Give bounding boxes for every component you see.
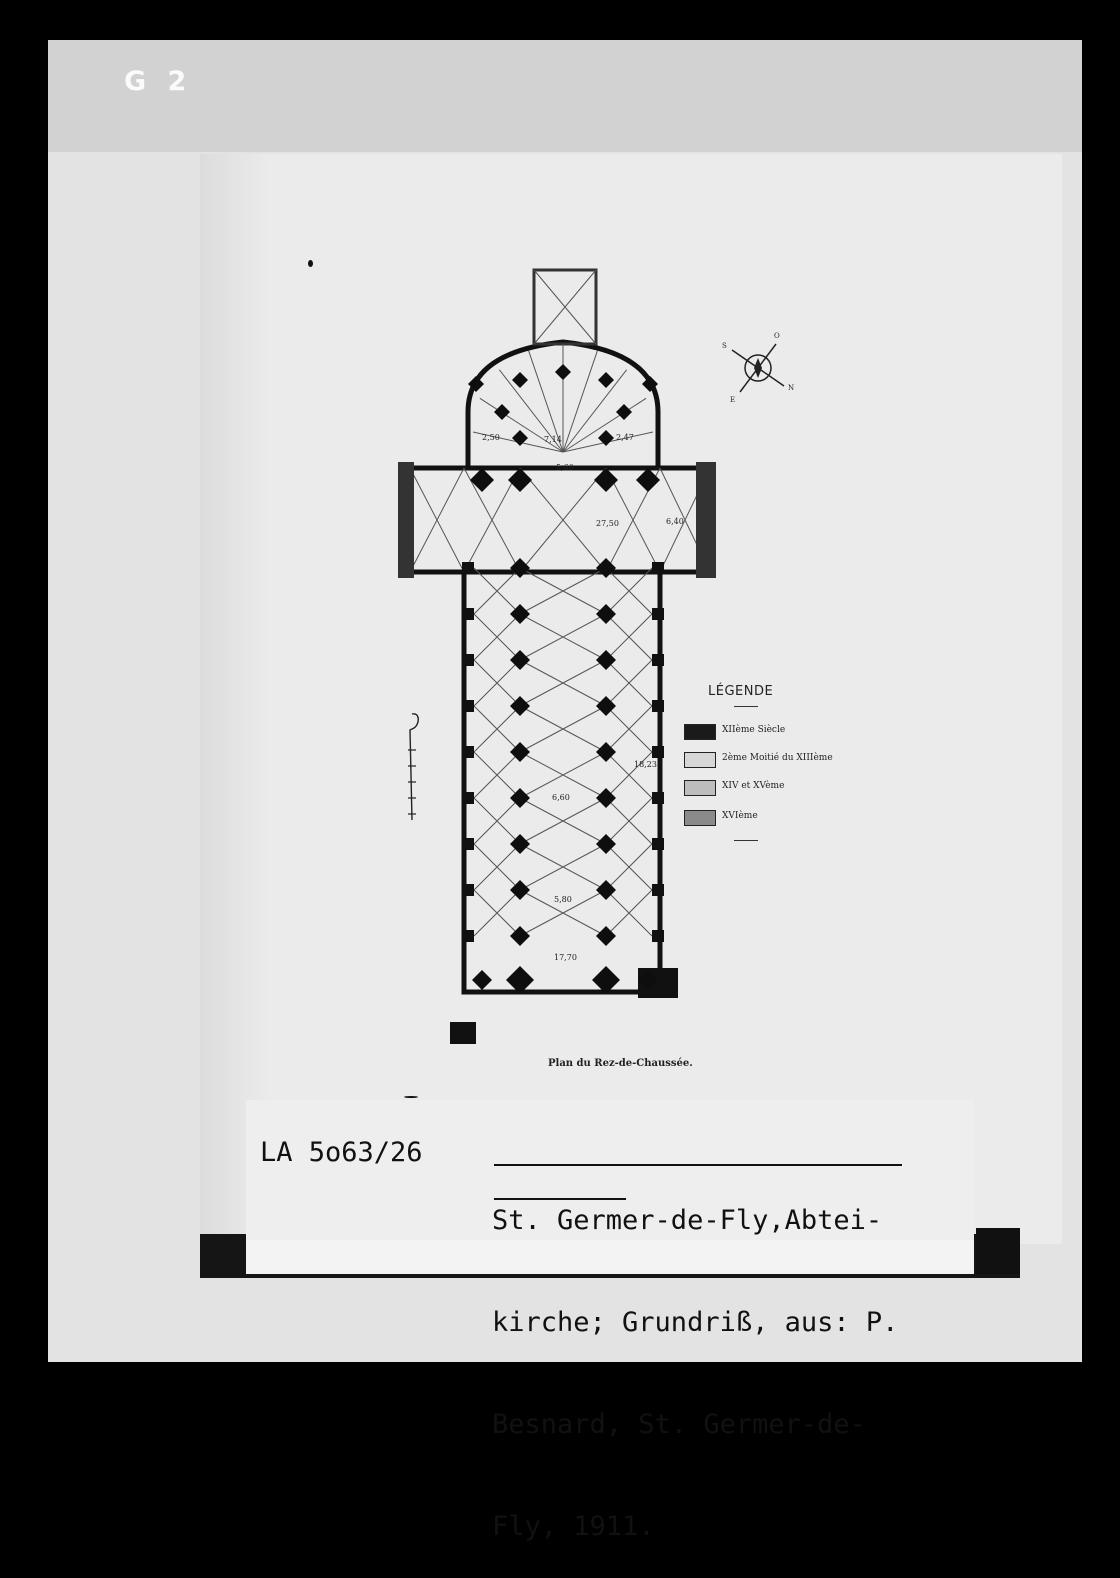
- corner-fragment: [450, 1022, 476, 1044]
- compass-label-o: O: [774, 332, 780, 340]
- pier: [470, 468, 494, 492]
- vault-rib: [606, 706, 652, 752]
- chapel-rib: [534, 270, 596, 344]
- wall-buttress: [652, 930, 664, 942]
- legend-swatch: [684, 780, 716, 796]
- legend-label: XVIème: [722, 811, 758, 821]
- legend-rule-top: [734, 706, 758, 707]
- dimension-label: 17,70: [554, 953, 577, 962]
- wall-buttress: [652, 792, 664, 804]
- vault-rib: [474, 660, 520, 706]
- legend-row: [684, 752, 844, 768]
- archive-reference: LA 5o63/26: [260, 1137, 423, 1168]
- wall-buttress: [462, 700, 474, 712]
- vault-rib: [474, 614, 520, 660]
- dimension-label: 6,60: [552, 793, 570, 802]
- wall-buttress: [652, 884, 664, 896]
- vault-rib: [606, 568, 652, 614]
- wall-buttress: [652, 562, 664, 574]
- plan-caption: Plan du Rez-de-Chaussée.: [548, 1058, 693, 1069]
- caption-line: St. Germer-de-Fly,Abtei-: [492, 1205, 883, 1236]
- vault-rib: [606, 660, 652, 706]
- vault-rib: [520, 568, 606, 614]
- archive-label: G 2: [124, 66, 193, 97]
- vault-rib: [474, 844, 520, 890]
- wall-buttress: [462, 746, 474, 758]
- wall-buttress: [462, 930, 474, 942]
- vault-rib: [520, 614, 606, 660]
- vault-rib: [474, 890, 520, 936]
- vault-rib: [520, 798, 606, 844]
- wall-buttress: [652, 608, 664, 620]
- dimension-label: 5,80: [554, 895, 572, 904]
- legend-row: [684, 780, 844, 796]
- apse-rib: [563, 351, 597, 452]
- dimension-label: 7,14: [544, 435, 562, 444]
- pier: [555, 364, 571, 380]
- transept-outline: [410, 468, 710, 572]
- dimension-label: 2,50: [482, 433, 500, 442]
- compass-label-s: S: [722, 342, 727, 350]
- wall-buttress: [652, 746, 664, 758]
- wall-buttress: [462, 838, 474, 850]
- wall-buttress: [462, 792, 474, 804]
- plan-lines: [410, 270, 710, 992]
- transept-rib: [520, 468, 606, 572]
- catalog-caption: [492, 1136, 898, 1578]
- pier: [494, 404, 510, 420]
- vault-rib: [606, 798, 652, 844]
- dimension-label: 2,47: [616, 433, 634, 442]
- vault-rib: [474, 798, 520, 844]
- wall-buttress: [652, 700, 664, 712]
- legend-label: XIV et XVème: [722, 781, 785, 791]
- wall-buttress: [462, 884, 474, 896]
- compass-rose-icon: [718, 328, 798, 408]
- caption-line: kirche; Grundriß, aus: P.: [492, 1307, 899, 1338]
- vault-rib: [606, 890, 652, 936]
- pier: [512, 372, 528, 388]
- pier: [508, 468, 532, 492]
- transept-rib: [410, 468, 464, 572]
- legend-label: 2ème Moitié du XIIIème: [722, 753, 833, 763]
- vault-rib: [606, 614, 652, 660]
- pier: [594, 468, 618, 492]
- legend-swatch: [684, 810, 716, 826]
- transept-end-wall: [398, 462, 414, 578]
- legend-swatch: [684, 724, 716, 740]
- pier: [472, 970, 492, 990]
- legend-title: LÉGENDE: [708, 684, 774, 699]
- vault-rib: [520, 706, 606, 752]
- dimension-label: 27,50: [596, 519, 619, 528]
- legend-row: [684, 724, 844, 740]
- vault-rib: [474, 752, 520, 798]
- dimension-label: 5,60: [556, 463, 574, 472]
- vault-rib: [520, 844, 606, 890]
- wall-buttress: [652, 838, 664, 850]
- vault-rib: [520, 752, 606, 798]
- dust-speck: [404, 1096, 418, 1098]
- wall-buttress: [652, 654, 664, 666]
- caption-line: Fly, 1911.: [492, 1511, 655, 1542]
- vault-rib: [474, 568, 520, 614]
- plan-legend: [682, 680, 842, 850]
- vault-rib: [520, 660, 606, 706]
- film-edge-right: [976, 1228, 1020, 1274]
- caption-underline: [494, 1198, 626, 1200]
- mount-header-strip: [48, 40, 1082, 152]
- wall-buttress: [462, 608, 474, 620]
- vault-rib: [606, 844, 652, 890]
- caption-line: Besnard, St. Germer-de-: [492, 1409, 866, 1440]
- compass-label-e: E: [730, 396, 736, 404]
- pier: [636, 468, 660, 492]
- legend-swatch: [684, 752, 716, 768]
- vault-rib: [474, 706, 520, 752]
- compass-label-n: N: [788, 384, 795, 392]
- sheet-shadow: [200, 154, 270, 1244]
- caption-underline: [494, 1164, 902, 1166]
- dimension-label: 6,40: [666, 517, 684, 526]
- wall-buttress: [462, 654, 474, 666]
- legend-row: [684, 810, 844, 826]
- legend-label: XIIème Siècle: [722, 725, 786, 735]
- church-floor-plan: [398, 262, 728, 1062]
- dust-speck: [308, 260, 313, 267]
- vault-rib: [606, 752, 652, 798]
- dimension-label: 18,23: [634, 760, 657, 769]
- pier: [598, 372, 614, 388]
- wall-buttress: [462, 562, 474, 574]
- legend-rule-bottom: [734, 840, 758, 841]
- pier: [616, 404, 632, 420]
- transept-end-wall: [696, 462, 716, 578]
- scale-bar-icon: [400, 710, 424, 830]
